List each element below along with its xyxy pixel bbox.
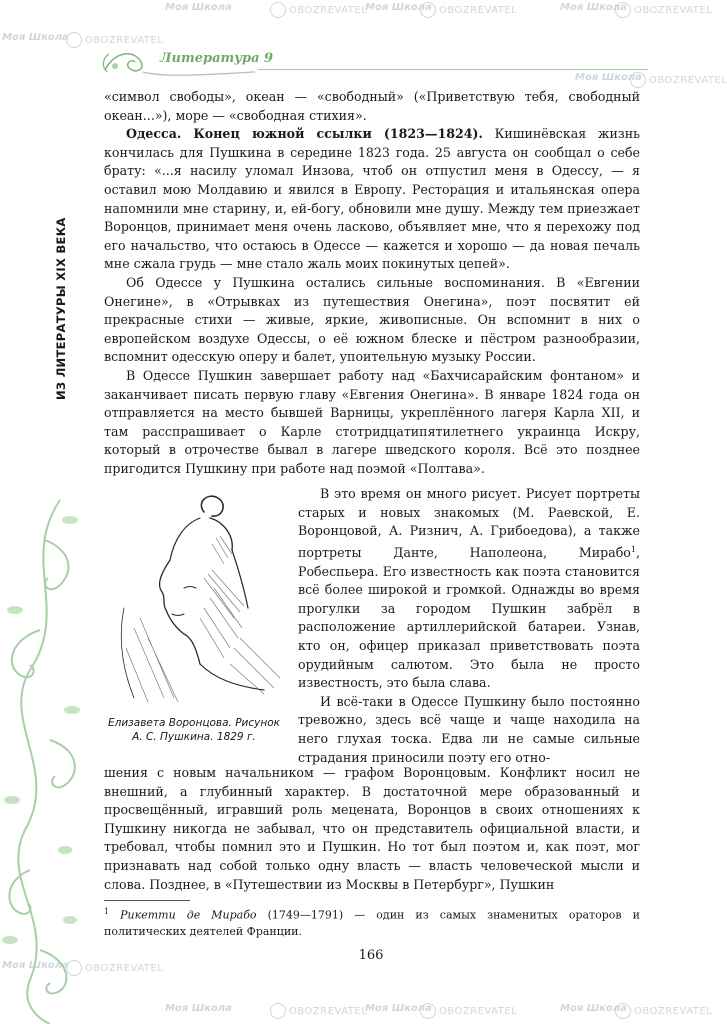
footnote-marker: 1 — [630, 544, 636, 554]
paragraph: Одесса. Конец южной ссылки (1823—1824). Кишинёвская жизнь кончилась для Пушкина в середине 1823 года. 25 августа он сообщал о себе брату: «...я насилу уломал Инзова, чтоб он отпустил меня в Одессу, — я оставил мою Молдавию и явился в Европу. Ресторация и итальянская опера напомнили мне старину, и, ей-богу, обновили мне душу. Между тем приезжает Воронцов, принимает меня очень ласково, объявляет мне, что я перехожу под его начальство, что остаюсь в Одессе — кажется и хорошо — да новая печаль мне сжала грудь — мне стало жаль моих покинутых цепей». — [104, 126, 640, 272]
paragraph: И всё-таки в Одессе Пушкину было постоянно тревожно, здесь всё чаще и чаще находила на него глухая тоска. Едва ли не самые сильные страдания приносили поэту его отно- — [298, 693, 640, 765]
paragraph: В Одессе Пушкин завершает работу над «Бахчисарайским фонтаном» и заканчивает писать первую главу «Евгения Онегина». В январе 1824 года он отправляется на место бывшей Варницы, укреплённого лагеря Карла XII, и там расспрашивает о Карле стотридцатипятилетнего украинца Искру, который в отрочестве бывал в лагере шведского короля. Всё это позднее пригодится Пушкину при работе над поэмой «Полтава». — [104, 367, 640, 476]
portrait-sketch-image — [104, 488, 284, 710]
floral-vine-ornament — [0, 500, 90, 1024]
watermark: OBOZREVATEL — [66, 32, 163, 48]
figure-caption: Елизавета Воронцова. Рисунок А. С. Пушкина. 1829 г. — [108, 717, 280, 743]
watermark: Моя Школа — [560, 2, 627, 13]
watermark: Моя Школа — [165, 2, 232, 13]
header-rule — [258, 69, 648, 70]
footnote-name: Рикетти де Мирабо — [120, 908, 257, 922]
watermark: Моя Школа — [575, 72, 642, 83]
watermark: Моя Школа — [560, 1003, 627, 1014]
page-number: 166 — [358, 948, 384, 963]
section-heading: Одесса. Конец южной ссылки (1823—1824). — [126, 126, 483, 142]
watermark: OBOZREVATEL — [270, 2, 367, 18]
watermark: Моя Школа — [165, 1003, 232, 1014]
paragraph: «символ свободы», океан — «свободный» («Приветствую тебя, свободный океан...»), море — «свободная стихия». — [104, 89, 640, 123]
watermark: OBOZREVATEL — [615, 1003, 712, 1019]
wrapped-text-beside-figure — [298, 485, 640, 767]
watermark: OBOZREVATEL — [630, 72, 727, 88]
paragraph: Об Одессе у Пушкина остались сильные воспоминания. В «Евгении Онегине», в «Отрывках из путешествия Онегина», поэт посвятит ей прекрасные стихи — живые, яркие, живописные. Он вспомнит в них о европейском воздухе Одессы, о её южном блеске и пёстром разнообразии, вспомнит одесскую оперу и балет, упоительную музыку России. — [104, 274, 640, 365]
watermark: Моя Школа — [2, 960, 69, 971]
main-text — [104, 88, 640, 478]
watermark: Моя Школа — [2, 32, 69, 43]
footnote: $^1$ Рикетти де Мирабо (1749—1791) — один из самых знаменитых ораторов и политических деятелей Франции. — [104, 907, 640, 938]
section-side-label: ИЗ ЛИТЕРАТУРЫ XIX ВЕКА — [54, 217, 68, 400]
watermark: OBOZREVATEL — [420, 1003, 517, 1019]
watermark: OBOZREVATEL — [615, 2, 712, 18]
running-header-title: Литература 9 — [160, 51, 274, 66]
footnote-rule — [104, 900, 190, 901]
watermark: OBOZREVATEL — [66, 960, 163, 976]
watermark: OBOZREVATEL — [420, 2, 517, 18]
watermark: Моя Школа — [365, 2, 432, 13]
paragraph: шения с новым начальником — графом Воронцовым. Конфликт носил не внешний, а глубинный характер. В достаточной мере образованный и просвещённый, игравший роль мецената, Воронцов в своих отношениях к Пушкину никогда не забывал, что он представитель официальной власти, и требовал, чтобы помнил это и Пушкин. Но тот был поэтом и, как поэт, мог признавать над собой только одну власть — власть человеческой мысли и слова. Позднее, в «Путешествии из Москвы в Петербург», Пушкин — [104, 765, 640, 892]
watermark: OBOZREVATEL — [270, 1003, 367, 1019]
main-text-continued — [104, 764, 640, 894]
watermark: Моя Школа — [365, 1003, 432, 1014]
paragraph: В это время он много рисует. Рисует портреты старых и новых знакомых (М. Раевской, Е. Воронцовой, А. Ризнич, А. Грибоедова), а также портреты Данте, Наполеона, Мирабо$^1$, Робеспьера. Его известность как поэта становится всё более широкой и громкой. Однажды во время прогулки за городом Пушкин забрёл в расположение артиллерийской батареи. Узнав, кто он, офицер приказал приветствовать поэта орудийным салютом. Это была не просто известность, это была слава. — [298, 486, 640, 691]
